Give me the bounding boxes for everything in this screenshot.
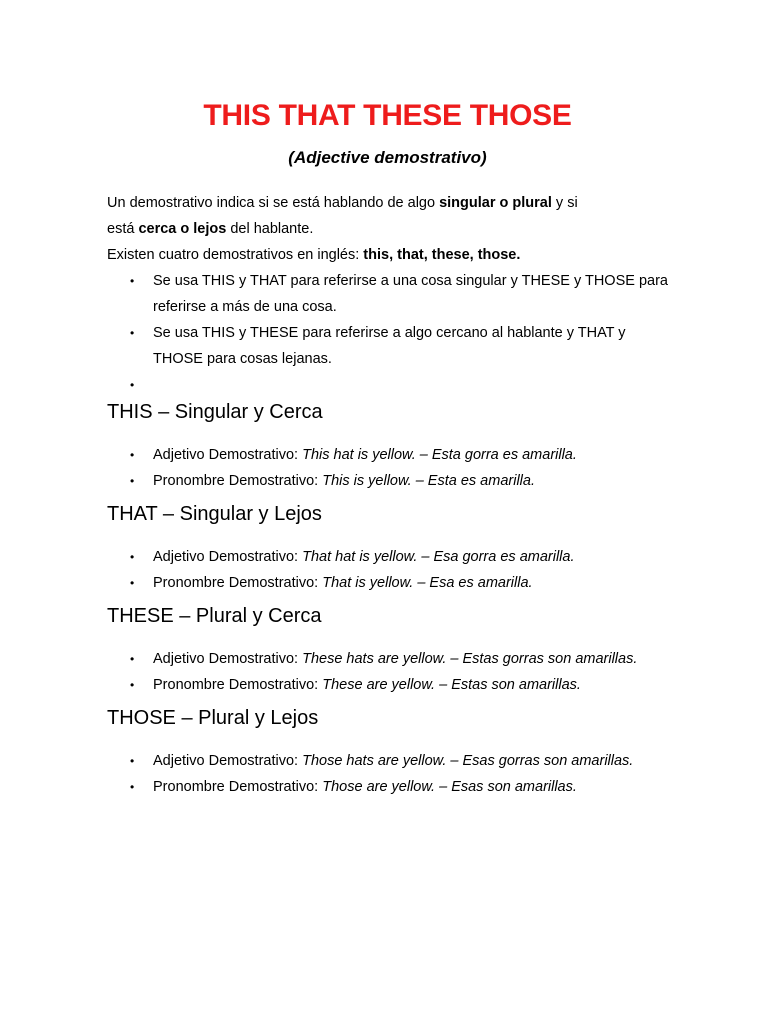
example-text: These hats are yellow. – Estas gorras son amarillas.: [302, 651, 638, 667]
example-list: [107, 748, 668, 800]
example-text: Those are yellow. – Esas son amarillas.: [322, 779, 577, 795]
bullet-icon: •: [130, 448, 135, 462]
intro-paragraph: [107, 190, 668, 398]
list-item: [130, 570, 668, 596]
list-item-text: Se usa THIS y THAT para referirse a una cosa singular y THESE y THOSE para referirse a más de una cosa.: [153, 273, 668, 315]
list-item: [130, 646, 668, 672]
example-label: Adjetivo Demostrativo:: [153, 549, 303, 565]
list-item: [130, 774, 668, 800]
example-text: These are yellow. – Estas son amarillas.: [322, 677, 581, 693]
intro-bold: this, that, these, those.: [363, 247, 521, 263]
example-label: Adjetivo Demostrativo:: [153, 447, 303, 463]
section-those: [107, 704, 668, 800]
section-this: [107, 398, 668, 494]
page-title: THIS THAT THESE THOSE: [203, 99, 572, 132]
intro-text: está: [107, 221, 139, 237]
bullet-icon: •: [130, 274, 135, 288]
example-list: [107, 646, 668, 698]
example-label: Pronombre Demostrativo:: [153, 473, 323, 489]
example-text: This is yellow. – Esta es amarilla.: [322, 473, 535, 489]
list-item: [130, 268, 668, 320]
bullet-icon: •: [130, 780, 135, 794]
example-text: This hat is yellow. – Esta gorra es amarilla.: [302, 447, 577, 463]
bullet-icon: •: [130, 474, 135, 488]
intro-line-3: [107, 242, 668, 268]
section-heading: THIS – Singular y Cerca: [107, 401, 323, 423]
intro-bold: singular o plural: [439, 195, 552, 211]
list-item: [130, 372, 668, 398]
intro-bold: cerca o lejos: [138, 221, 227, 237]
example-text: That is yellow. – Esa es amarilla.: [322, 575, 533, 591]
example-label: Pronombre Demostrativo:: [153, 677, 323, 693]
page-subtitle: (Adjective demostrativo): [288, 148, 487, 167]
list-item: [130, 320, 668, 372]
bullet-icon: •: [130, 576, 135, 590]
intro-text: Existen cuatro demostrativos en inglés:: [107, 247, 364, 263]
intro-line-1: [107, 190, 668, 216]
example-label: Pronombre Demostrativo:: [153, 575, 323, 591]
bullet-icon: •: [130, 652, 135, 666]
example-label: Adjetivo Demostrativo:: [153, 753, 303, 769]
intro-text: y si: [551, 195, 578, 211]
list-item: [130, 442, 668, 468]
list-item: [130, 748, 668, 774]
section-heading: THAT – Singular y Lejos: [107, 503, 322, 525]
list-item: [130, 468, 668, 494]
example-text: Those hats are yellow. – Esas gorras son amarillas.: [302, 753, 634, 769]
example-label: Pronombre Demostrativo:: [153, 779, 323, 795]
intro-text: Un demostrativo indica si se está hablando de algo: [107, 195, 440, 211]
list-item: [130, 544, 668, 570]
intro-bullet-list: [107, 268, 668, 398]
bullet-icon: •: [130, 378, 135, 392]
section-these: [107, 602, 668, 698]
list-item: [130, 672, 668, 698]
section-heading: THOSE – Plural y Lejos: [107, 707, 319, 729]
example-list: [107, 442, 668, 494]
list-item-text: Se usa THIS y THESE para referirse a algo cercano al hablante y THAT y THOSE para cosas lejanas.: [153, 325, 626, 367]
bullet-icon: •: [130, 550, 135, 564]
bullet-icon: •: [130, 678, 135, 692]
bullet-icon: •: [130, 754, 135, 768]
example-list: [107, 544, 668, 596]
example-label: Adjetivo Demostrativo:: [153, 651, 303, 667]
section-heading: THESE – Plural y Cerca: [107, 605, 322, 627]
bullet-icon: •: [130, 326, 135, 340]
section-that: [107, 500, 668, 596]
intro-text: del hablante.: [226, 221, 314, 237]
intro-line-2: [107, 216, 668, 242]
example-text: That hat is yellow. – Esa gorra es amarilla.: [302, 549, 575, 565]
